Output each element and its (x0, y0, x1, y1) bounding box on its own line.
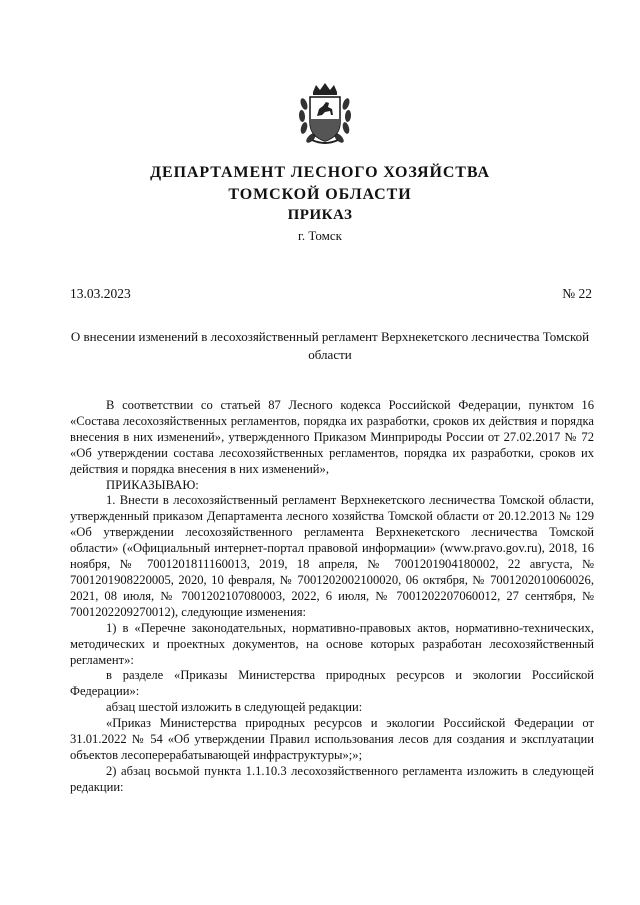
department-title-line1: ДЕПАРТАМЕНТ ЛЕСНОГО ХОЗЯЙСТВА (150, 164, 490, 181)
item-1-subitem-2: 2) абзац восьмой пункта 1.1.10.3 лесохозяйственного регламента изложить в следующей редакции: (70, 763, 594, 794)
order-word: ПРИКАЗЫВАЮ: (106, 477, 199, 492)
department-title-line2: ТОМСКОЙ ОБЛАСТИ (228, 186, 412, 203)
document-body (70, 398, 594, 796)
document-subject: О внесении изменений в лесохозяйственный регламент Верхнекетского лесничества Томской области (70, 329, 590, 362)
preamble-paragraph: В соответствии со статьей 87 Лесного кодекса Российской Федерации, пунктом 16 «Состава лесохозяйственных регламентов, порядка их разработки, сроков их действия и порядка внесения в них изменений», утвержденного Приказом Минприроды России от 27.02.2017 № 72 «Об утверждении состава лесохозяйственных регламентов, порядка их разработки, сроков их действия и порядка внесения в них изменений», (70, 398, 594, 476)
item-1-subitem-1: 1) в «Перечне законодательных, нормативно-правовых актов, нормативно-технических, методических и проектных документов, на основе которых разработан лесохозяйственный регламент»: (70, 620, 594, 667)
city-name: г. Томск (298, 228, 342, 243)
document-type: ПРИКАЗ (287, 207, 353, 223)
section-paragraph: в разделе «Приказы Министерства природных ресурсов и экологии Российской Федерации»: (70, 668, 594, 699)
item-1-paragraph: 1. Внести в лесохозяйственный регламент Верхнекетского лесничества Томской области, утвержденный приказом Департамента лесного хозяйства Томской области от 20.12.2013 № 129 «Об утверждении лесохозяйственного регламента Верхнекетского лесничества Томской области» («Официальный интернет-портал правовой информации» (www.pravo.gov.ru), 2018, 16 ноября, № 7001201811160013, 2019, 18 апреля, № 7001201904180002, 22 августа, № 7001201908220005, 2020, 10 февраля, № 7001202002100020, 06 октября, № 7001202010060026, 2021, 08 июля, № 7001202107080003, 2022, 6 июля, № 7001202207060012, 27 сентября, № 7001202209270012), следующие изменения: (70, 493, 594, 619)
paragraph-instruction: абзац шестой изложить в следующей редакции: (106, 700, 363, 715)
document-number: № 22 (562, 286, 592, 301)
coat-of-arms-icon (298, 82, 352, 146)
document-date: 13.03.2023 (70, 286, 131, 301)
quoted-text: «Приказ Министерства природных ресурсов и экологии Российской Федерации от 31.01.2022 № 54 «Об утверждении Правил использования лесов для создания и эксплуатации объектов лесоперерабатывающей инфраструктуры»;»; (70, 716, 594, 762)
